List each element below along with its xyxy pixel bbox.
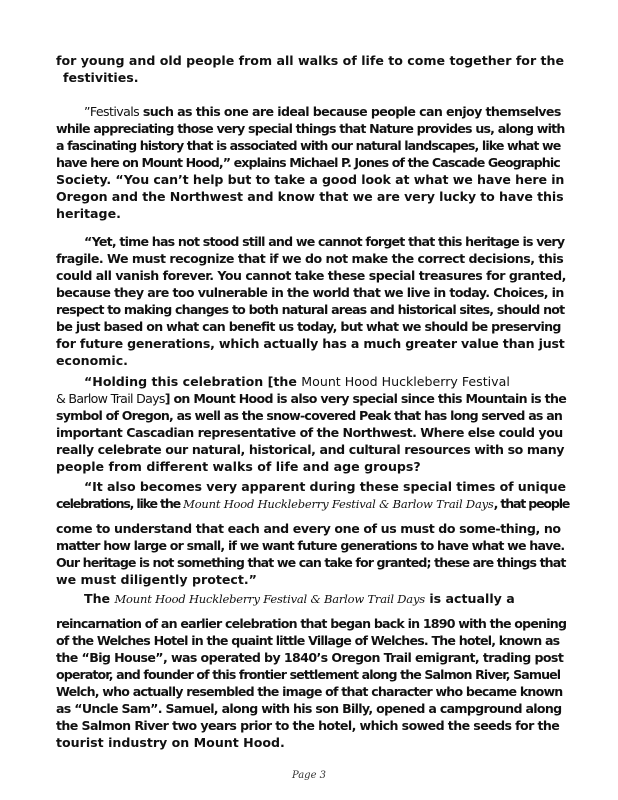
festival-name: & Barlow Trail Days [56,391,165,406]
paragraph-unique-celebrations [56,478,570,588]
paragraph-festivals-quote [56,103,566,222]
line-gap [56,607,566,615]
text-line: tourist industry on Mount Hood. [56,735,285,750]
text-line: important Cascadian representative of the Northwest. Where else could you [56,425,563,440]
text-line: be just based on what can benefit us today, but what we should be preserving [56,319,561,334]
text-line [56,590,566,607]
paragraph-festivities [56,52,566,86]
text-line: reincarnation of an earlier celebration that began back in 1890 with the opening [56,616,567,631]
text-line: economic. [56,353,128,368]
text-line: the Salmon River two years prior to the hotel, which sowed the seeds for the [56,718,560,733]
text-line: symbol of Oregon, as well as the snow-covered Peak that has long served as an [56,408,563,423]
text-fragment: The [84,591,115,606]
text-line: operator, and founder of this frontier settlement along the Salmon River, Samuel [56,667,561,682]
festival-name: Mount Hood Huckleberry Festival & Barlow Trail Days [114,592,425,606]
text-line: Oregon and the Northwest and know that we are very lucky to have this [56,189,564,204]
line-gap [56,512,566,520]
text-line: people from different walks of life and age groups? [56,459,421,474]
text-line: while appreciating those very special things that Nature provides us, along with [56,121,565,136]
paragraph-reincarnation [56,590,566,751]
text-line: of the Welches Hotel in the quaint little Village of Welches. The hotel, known as [56,633,560,648]
text-fragment: such as this one are ideal because people can enjoy themselves [139,104,561,119]
text-fragment: is actually a [424,591,515,606]
text-line: festivities. [63,70,139,85]
text-line [56,103,566,120]
text-line: really celebrate our natural, historical, and cultural resources with so many [56,442,565,457]
text-line: heritage. [56,206,121,221]
text-line [56,373,566,390]
text-line: we must diligently protect.” [56,572,257,587]
text-line: Welch, who actually resembled the image of that character who became known [56,684,563,699]
text-line: the “Big House”, was operated by 1840’s Oregon Trail emigrant, trading post [56,650,564,665]
text-line: because they are too vulnerable in the world that we live in today. Choices, in [56,285,564,300]
text-line: respect to making changes to both natural areas and historical sites, should not [56,302,565,317]
text-fragment: ] on Mount Hood is also very special since this Mountain is the [164,391,567,406]
text-line: “Yet, time has not stood still and we cannot forget that this heritage is very [84,234,565,249]
text-line [56,390,566,407]
text-line: for future generations, which actually has a much greater value than just [56,336,565,351]
text-line: Our heritage is not something that we can take for granted; these are things that [56,555,566,570]
text-line: could all vanish forever. You cannot take these special treasures for granted, [56,268,566,283]
text-line: as “Uncle Sam”. Samuel, along with his son Billy, opened a campground along [56,701,562,716]
text-line: come to understand that each and every one of us must do some-thing, no [56,521,561,536]
paragraph-holding-celebration [56,373,566,475]
text-fragment: , that people [493,496,570,511]
festivals-word: ”Festivals [84,104,140,119]
text-fragment: “Holding this celebration [the [84,374,302,389]
text-line: a fascinating history that is associated with our natural landscapes, like what we [56,138,561,153]
text-line: Society. “You can’t help but to take a good look at what we have here in [56,172,565,187]
paragraph-heritage-fragile [56,233,566,369]
festival-name: Mount Hood Huckleberry Festival & Barlow Trail Days [183,497,494,511]
text-fragment: celebrations, like the [56,496,184,511]
text-line: “It also becomes very apparent during these special times of unique [84,479,566,494]
text-line: for young and old people from all walks of life to come together for the [56,53,565,68]
festival-name: Mount Hood Huckleberry Festival [301,374,510,389]
text-line: matter how large or small, if we want future generations to have what we have. [56,538,565,553]
text-line: fragile. We must recognize that if we do not make the correct decisions, this [56,251,564,266]
page-number: Page 3 [291,770,327,781]
text-line: have here on Mount Hood,” explains Michael P. Jones of the Cascade Geographic [56,155,560,170]
text-line [56,495,570,512]
